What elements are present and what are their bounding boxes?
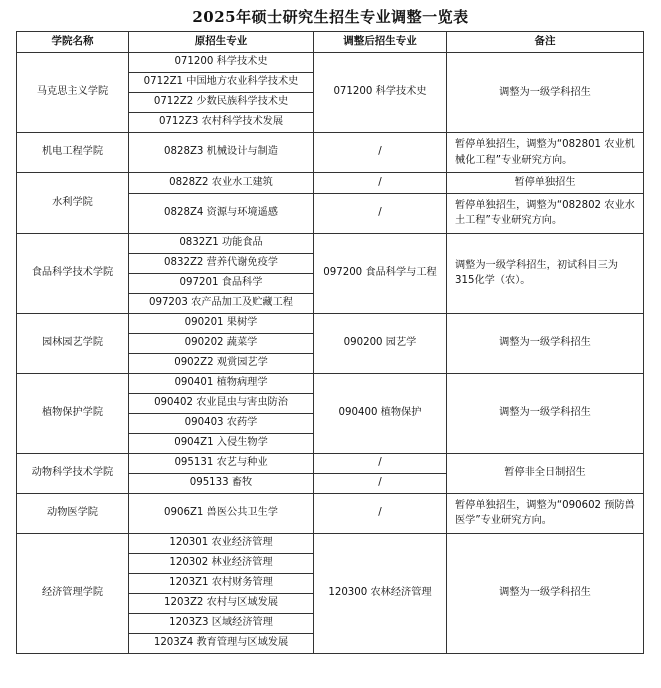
page-title: 2025年硕士研究生招生专业调整一览表	[192, 8, 469, 26]
original-major-cell: 0712Z1 中国地方农业科学技术史	[129, 73, 314, 93]
original-major-cell: 0832Z1 功能食品	[129, 233, 314, 253]
original-major-cell: 095133 畜牧	[129, 473, 314, 493]
original-major-cell: 095131 农艺与种业	[129, 453, 314, 473]
adjusted-major-cell: /	[314, 133, 447, 173]
original-major-cell: 0828Z3 机械设计与制造	[129, 133, 314, 173]
original-major-cell: 1203Z2 农村与区域发展	[129, 593, 314, 613]
original-major-cell: 090202 蔬菜学	[129, 333, 314, 353]
original-major-cell: 0832Z2 营养代谢免疫学	[129, 253, 314, 273]
original-major-cell: 120301 农业经济管理	[129, 533, 314, 553]
table-row	[17, 173, 644, 194]
adjusted-major-cell: 090400 植物保护	[314, 373, 447, 453]
original-major-cell: 071200 科学技术史	[129, 53, 314, 73]
original-major-cell: 090402 农业昆虫与害虫防治	[129, 393, 314, 413]
col-header-adjusted-major: 调整后招生专业	[314, 32, 447, 53]
note-cell: 调整为一级学科招生	[447, 313, 644, 373]
college-cell: 水利学院	[17, 173, 129, 234]
note-cell: 暂停单独招生，调整为“082802 农业水土工程”专业研究方向。	[447, 193, 644, 233]
adjusted-major-cell: /	[314, 173, 447, 194]
note-cell: 暂停单独招生，调整为“082801 农业机械化工程”专业研究方向。	[447, 133, 644, 173]
table-row	[17, 313, 644, 333]
table-row	[17, 233, 644, 253]
original-major-cell: 1203Z1 农村财务管理	[129, 573, 314, 593]
table-row	[17, 373, 644, 393]
note-cell: 暂停非全日制招生	[447, 453, 644, 493]
original-major-cell: 090201 果树学	[129, 313, 314, 333]
adjusted-major-cell: /	[314, 453, 447, 473]
note-cell: 暂停单独招生，调整为“090602 预防兽医学”专业研究方向。	[447, 493, 644, 533]
adjusted-major-cell: /	[314, 493, 447, 533]
original-major-cell: 097201 食品科学	[129, 273, 314, 293]
col-header-college: 学院名称	[17, 32, 129, 53]
note-cell: 暂停单独招生	[447, 173, 644, 194]
original-major-cell: 0904Z1 入侵生物学	[129, 433, 314, 453]
original-major-cell: 0712Z2 少数民族科学技术史	[129, 93, 314, 113]
note-cell: 调整为一级学科招生	[447, 533, 644, 653]
original-major-cell: 0902Z2 观赏园艺学	[129, 353, 314, 373]
original-major-cell: 097203 农产品加工及贮藏工程	[129, 293, 314, 313]
college-cell: 马克思主义学院	[17, 53, 129, 133]
college-cell: 动物科学技术学院	[17, 453, 129, 493]
original-major-cell: 0906Z1 兽医公共卫生学	[129, 493, 314, 533]
adjustment-table	[16, 31, 644, 654]
adjusted-major-cell: 120300 农林经济管理	[314, 533, 447, 653]
table-row	[17, 453, 644, 473]
adjusted-major-cell: /	[314, 473, 447, 493]
adjusted-major-cell: 090200 园艺学	[314, 313, 447, 373]
adjusted-major-cell: 071200 科学技术史	[314, 53, 447, 133]
note-cell: 调整为一级学科招生	[447, 53, 644, 133]
original-major-cell: 090403 农药学	[129, 413, 314, 433]
adjusted-major-cell: 097200 食品科学与工程	[314, 233, 447, 313]
col-header-original-major: 原招生专业	[129, 32, 314, 53]
college-cell: 植物保护学院	[17, 373, 129, 453]
table-row	[17, 133, 644, 173]
college-cell: 园林园艺学院	[17, 313, 129, 373]
original-major-cell: 1203Z4 教育管理与区域发展	[129, 633, 314, 653]
college-cell: 机电工程学院	[17, 133, 129, 173]
header-row	[17, 32, 644, 53]
table-row	[17, 53, 644, 73]
original-major-cell: 120302 林业经济管理	[129, 553, 314, 573]
original-major-cell: 1203Z3 区域经济管理	[129, 613, 314, 633]
original-major-cell: 0828Z4 资源与环境遥感	[129, 193, 314, 233]
college-cell: 食品科学技术学院	[17, 233, 129, 313]
note-cell: 调整为一级学科招生	[447, 373, 644, 453]
note-cell: 调整为一级学科招生，初试科目三为315化学（农）。	[447, 233, 644, 313]
original-major-cell: 0712Z3 农村科学技术发展	[129, 113, 314, 133]
original-major-cell: 090401 植物病理学	[129, 373, 314, 393]
college-cell: 经济管理学院	[17, 533, 129, 653]
table-row	[17, 533, 644, 553]
college-cell: 动物医学院	[17, 493, 129, 533]
table-row	[17, 493, 644, 533]
col-header-note: 备注	[447, 32, 644, 53]
original-major-cell: 0828Z2 农业水工建筑	[129, 173, 314, 194]
adjusted-major-cell: /	[314, 193, 447, 233]
